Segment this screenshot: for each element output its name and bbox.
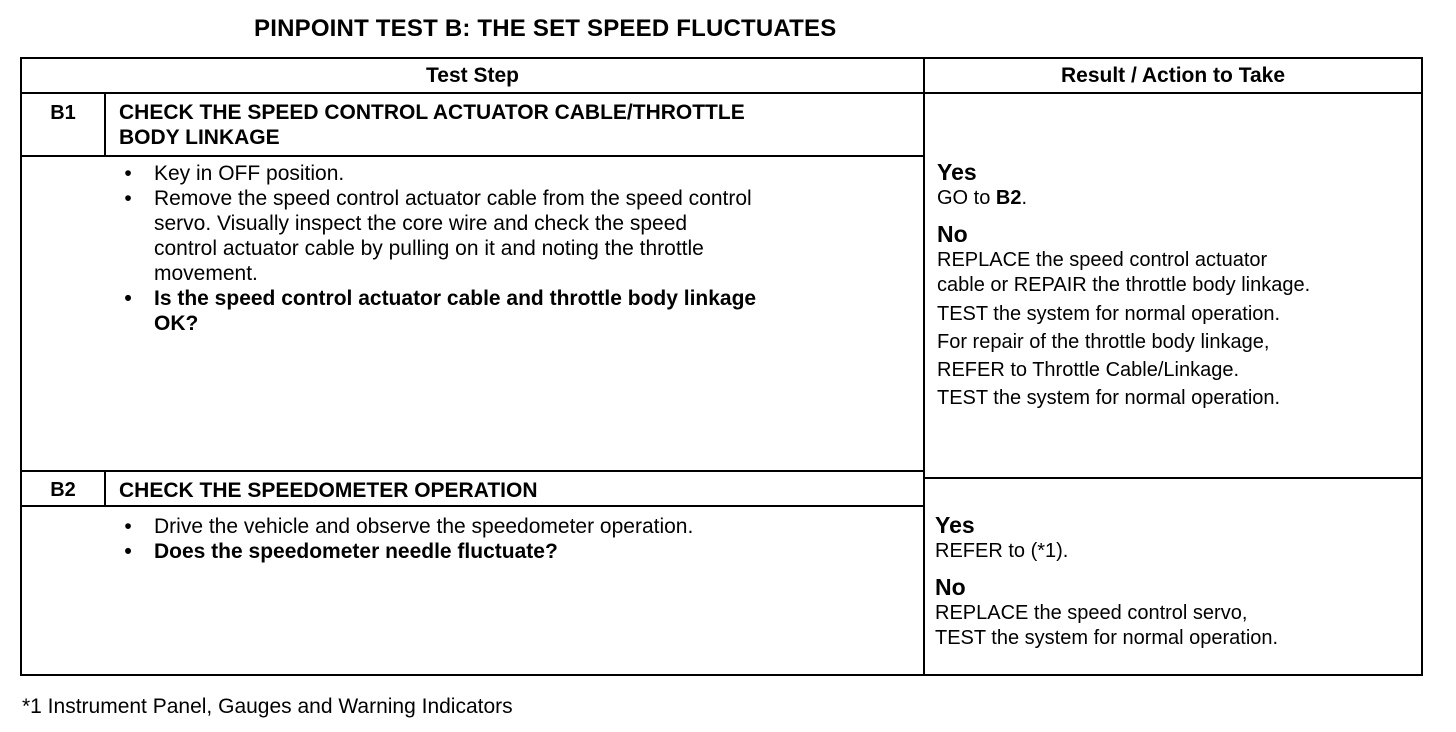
pinpoint-test-table — [20, 57, 1423, 676]
b2-top-divider-left — [22, 470, 923, 472]
result-b1 — [937, 159, 1310, 411]
result-b1-no-line: For repair of the throttle body linkage, — [937, 331, 1270, 353]
bullet-icon: • — [124, 540, 132, 563]
column-divider — [923, 59, 925, 674]
result-b1-no-line: REPLACE the speed control actuator — [937, 249, 1268, 271]
result-b1-no-line: TEST the system for normal operation. — [937, 303, 1281, 325]
list-item-line: OK? — [154, 312, 199, 335]
result-b1-no-line: TEST the system for normal operation. — [937, 387, 1281, 409]
page-title: PINPOINT TEST B: THE SET SPEED FLUCTUATES — [254, 15, 837, 42]
step-title-b2 — [119, 478, 537, 503]
result-b2-yes-action: REFER to (*1). — [935, 540, 1069, 562]
list-item-line: movement. — [154, 262, 258, 285]
step-id-b1: B1 — [50, 102, 76, 124]
list-item-line: Key in OFF position. — [154, 162, 345, 185]
step-title-b1 — [119, 100, 745, 150]
bullet-icon: • — [124, 162, 132, 185]
list-item-line: Is the speed control actuator cable and throttle body linkage — [154, 287, 757, 310]
header-divider — [22, 92, 1421, 94]
b1-id-divider — [104, 94, 106, 155]
b1-title-divider — [22, 155, 923, 157]
step-b2-instructions — [118, 514, 693, 564]
list-item — [118, 514, 693, 539]
list-item-line: Does the speedometer needle fluctuate? — [154, 540, 558, 563]
list-item — [118, 161, 756, 186]
list-item — [118, 539, 693, 564]
bullet-icon: • — [124, 287, 132, 310]
result-b2-no-line: REPLACE the speed control servo, — [935, 602, 1248, 624]
step-title-b2-line-1: CHECK THE SPEEDOMETER OPERATION — [119, 479, 538, 502]
b2-id-divider — [104, 470, 106, 505]
result-b1-no-line: cable or REPAIR the throttle body linkage. — [937, 274, 1311, 296]
step-id-b2: B2 — [50, 479, 76, 501]
result-b1-no-label: No — [937, 221, 968, 247]
result-b1-yes-ref: B2 — [995, 187, 1022, 209]
list-item-line: control actuator cable by pulling on it and noting the throttle — [154, 237, 704, 260]
result-b2-no-line: TEST the system for normal operation. — [935, 627, 1279, 649]
list-item — [118, 186, 756, 286]
list-item-line: Remove the speed control actuator cable from the speed control — [154, 187, 752, 210]
b2-top-divider-right — [923, 477, 1421, 479]
bullet-icon: • — [124, 515, 132, 538]
list-item — [118, 286, 756, 336]
step-b1-instructions — [118, 161, 756, 336]
result-b1-yes-text: GO to — [937, 187, 991, 209]
result-b2-no-label: No — [935, 574, 966, 600]
footnote: *1 Instrument Panel, Gauges and Warning Indicators — [22, 695, 513, 718]
result-b2-yes-label: Yes — [935, 512, 975, 538]
header-test-step: Test Step — [426, 64, 519, 87]
result-b1-yes-end: . — [1021, 187, 1028, 209]
bullet-icon: • — [124, 187, 132, 210]
list-item-line: Drive the vehicle and observe the speedometer operation. — [154, 515, 694, 538]
b2-title-divider — [22, 505, 923, 507]
result-b2 — [935, 512, 1278, 651]
step-title-b1-line-2: BODY LINKAGE — [119, 126, 280, 149]
result-b1-no-line: REFER to Throttle Cable/Linkage. — [937, 359, 1240, 381]
step-title-b1-line-1: CHECK THE SPEED CONTROL ACTUATOR CABLE/THROTTLE — [119, 101, 745, 124]
header-result-action: Result / Action to Take — [1060, 64, 1286, 87]
result-b1-yes-label: Yes — [937, 159, 977, 185]
result-b1-yes-action — [937, 186, 1310, 211]
list-item-line: servo. Visually inspect the core wire and check the speed — [154, 212, 688, 235]
